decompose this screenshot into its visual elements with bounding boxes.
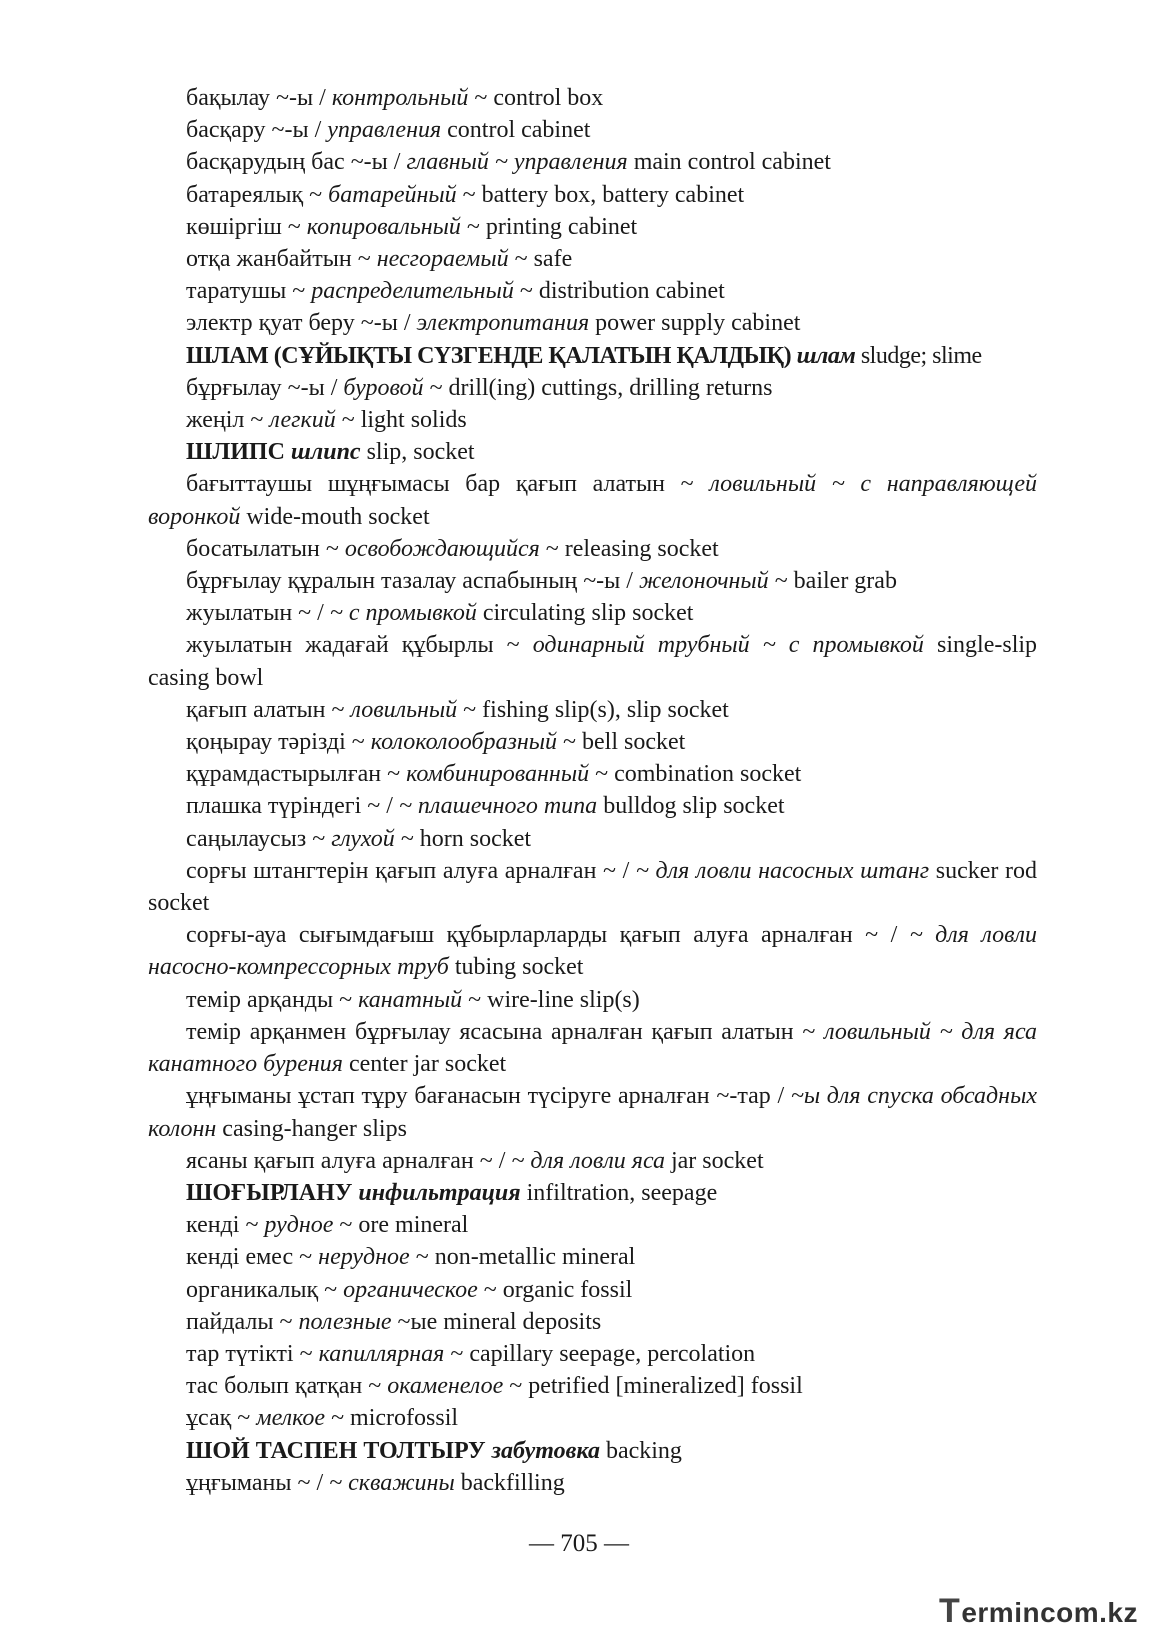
subentry [148,823,1037,855]
russian-term: освобождающийся [344,535,540,562]
russian-term: ~ для ловли яса [511,1147,665,1174]
entry-text: tubing socket [448,954,584,981]
subentry [148,1402,1037,1434]
entry-text: ~ light solids [335,407,467,434]
entry-text: ~ horn socket [394,825,532,852]
site-watermark-logo [939,1592,1138,1631]
entry-text: көшіргіш ~ [186,213,307,240]
entry-text: басқарудың бас ~-ы / [186,149,407,176]
entry-text: ұңғыманы ұстап тұру бағанасын түсіруге арналған ~-тар / [186,1083,791,1110]
entry-text: бағыттаушы шұңғымасы бар қағып алатын ~ [186,471,710,498]
russian-term: окаменелое [387,1373,504,1400]
headword-russian: шлам [796,342,856,369]
russian-term: ловильный ~ с направляющей воронкой [148,471,1038,530]
entry-text: casing-hanger slips [216,1115,407,1142]
entry-text: center jar socket [342,1051,507,1078]
entry-text: circulating slip socket [476,600,694,627]
entry-text: control cabinet [441,117,591,144]
entry-text: ~ combination socket [589,761,802,788]
subentry [148,758,1037,790]
subentry [148,629,1037,693]
entry-text: wide-mouth socket [240,503,430,530]
subentry [148,1016,1037,1080]
entry-text: сорғы-ауа сығымдағыш құбырларларды қағып алуға арналған ~ / [186,922,910,949]
entry-text: кенді ~ [186,1212,265,1239]
entry-text: ұңғыманы ~ / [186,1469,330,1496]
entry-text: сорғы штангтерін қағып алуға арналған ~ / [186,857,636,884]
subentry [148,1467,1037,1499]
russian-term: ~ плашечного типа [398,793,598,820]
entry-text: ~ printing cabinet [460,213,638,240]
entry-text: ~ battery box, battery cabinet [456,181,745,208]
entry-text: ~ organic fossil [477,1276,633,1303]
subentry [148,404,1037,436]
russian-term: распределительный [311,278,514,305]
entry-text: ~ releasing socket [539,535,719,562]
headword-entry [148,1435,1037,1467]
subentry [148,533,1037,565]
russian-term: ~ы для спуска обсадных колонн [148,1083,1037,1142]
russian-term: мелкое [256,1405,326,1432]
entry-text: power supply cabinet [589,310,801,337]
entry-text: ~ bailer grab [768,568,897,595]
subentry [148,565,1037,597]
russian-term: электропитания [416,310,590,337]
subentry [148,307,1037,339]
russian-term: несгораемый [376,246,509,273]
subentry [148,1338,1037,1370]
subentry [148,372,1037,404]
entry-text: sucker rod socket [148,857,1037,917]
subentry [148,1274,1037,1306]
entry-text: басқару ~-ы / [186,117,328,144]
russian-term: комбинированный [406,761,590,788]
entry-text: кенді емес ~ [186,1244,319,1271]
subentry [148,984,1037,1016]
subentry [148,726,1037,758]
entry-text: темір арқанмен бұрғылау ясасына арналған қағып алатын ~ [186,1018,825,1045]
headword-entry [148,436,1037,468]
russian-term: контрольный [331,85,469,111]
watermark-lead-letter: T [939,1592,961,1630]
russian-term: ~ для ловли насосно-компрессорных труб [148,922,1037,981]
page-number: — 705 — [529,1530,629,1557]
russian-term: ~ скважины [329,1469,455,1496]
entry-text: bulldog slip socket [597,793,785,820]
entry-text: батареялық ~ [186,181,329,208]
headword-russian: забутовка [491,1437,600,1464]
entry-text: sludge; slime [855,342,982,369]
entry-text: босатылатын ~ [186,535,345,562]
subentry [148,146,1037,178]
entry-text: ~ые mineral deposits [391,1308,602,1335]
headword-kazakh: ШОЙ ТАСПЕН ТОЛТЫРУ [186,1437,486,1464]
entry-text: ~ safe [508,246,573,273]
russian-term: желоночный [638,568,769,595]
entry-text: бұрғылау ~-ы / [186,374,344,401]
russian-term: нерудное [318,1244,410,1271]
entry-text: электр қуат беру ~-ы / [186,310,417,337]
headword-entry [148,340,1037,372]
entry-text: backing [599,1437,682,1464]
entry-text: құрамдастырылған ~ [186,761,407,788]
entry-text: slip, socket [360,439,475,466]
entry-text: ~ distribution cabinet [513,278,725,305]
entry-text: қоңырау тәрізді ~ [186,729,371,756]
headword-russian: шлипс [290,439,361,466]
subentry [148,211,1037,243]
subentry [148,114,1037,146]
russian-term: рудное [264,1212,334,1239]
subentry [148,179,1037,211]
entry-text: infiltration, seepage [520,1179,718,1206]
entry-text: ~ ore mineral [333,1212,469,1239]
entry-text: жеңіл ~ [186,407,270,434]
entry-text: ~ petrified [mineralized] fossil [503,1373,803,1400]
russian-term: ~ с промывкой [329,600,477,627]
entry-text: ~ microfossil [325,1405,459,1432]
entry-text: бұрғылау құралын тазалау аспабының ~-ы / [186,568,639,595]
entry-text: плашка түріндегі ~ / [186,793,399,820]
russian-term: батарейный [328,181,457,208]
entry-text: main control cabinet [627,149,831,176]
entry-text: отқа жанбайтын ~ [186,246,377,273]
entry-text: тас болып қатқан ~ [186,1373,388,1400]
entry-text: пайдалы ~ [186,1308,299,1335]
subentry [148,82,1037,114]
entry-text: ~ wire-line slip(s) [462,986,640,1013]
entry-text: жуылатын жадағай құбырлы ~ [186,632,533,659]
russian-term: органическое [343,1276,478,1303]
russian-term: ~ для ловли насосных штанг [635,857,930,884]
russian-term: буровой [343,374,424,401]
entry-text: таратушы ~ [186,278,312,305]
entry-text: ұсақ ~ [186,1405,257,1432]
russian-term: ловильный [350,696,458,723]
subentry [148,1080,1037,1144]
subentry [148,597,1037,629]
entry-text: жуылатын ~ / [186,600,330,627]
subentry [148,694,1037,726]
entry-text: ~ drill(ing) cuttings, drilling returns [423,374,773,401]
russian-term: копировальный [306,213,461,240]
headword-entry [148,1177,1037,1209]
entry-text: темір арқанды ~ [186,986,359,1013]
subentry [148,1306,1037,1338]
subentry [148,1145,1037,1177]
russian-term: капиллярная [318,1340,445,1367]
entry-text: ясаны қағып алуға арналған ~ / [186,1147,512,1174]
russian-term: легкий [269,407,336,434]
entry-text: ~ bell socket [557,729,686,756]
russian-term: управления [327,117,442,144]
subentry [148,855,1037,919]
russian-term: ловильный ~ для яса канатного бурения [148,1018,1037,1078]
subentry [148,1209,1037,1241]
subentry [148,243,1037,275]
russian-term: глухой [331,825,395,852]
entry-text: қағып алатын ~ [186,696,351,723]
russian-term: одинарный трубный ~ с промывкой [532,632,924,659]
headword-kazakh: ШЛИПС [186,439,285,466]
dictionary-entries [148,82,1037,1499]
entry-text: backfilling [454,1469,565,1496]
russian-term: главный ~ управления [406,149,628,176]
subentry [148,919,1037,983]
entry-text: бақылау ~-ы / [186,85,332,111]
subentry [148,275,1037,307]
entry-text: ~ non-metallic mineral [409,1244,636,1271]
entry-text: ~ capillary seepage, percolation [444,1340,756,1367]
subentry [148,1241,1037,1273]
subentry [148,468,1037,532]
russian-term: полезные [298,1308,392,1335]
headword-kazakh: ШЛАМ (СҰЙЫҚТЫ СҮЗГЕНДЕ ҚАЛАТЫН ҚАЛДЫҚ) [186,342,792,369]
headword-russian: инфильтрация [358,1179,521,1206]
watermark-text: ermincom.kz [961,1597,1138,1628]
entry-text: jar socket [664,1147,764,1174]
entry-text: single-slip casing bowl [148,632,1038,691]
entry-text: ~ fishing slip(s), slip socket [457,696,729,723]
entry-text: органикалық ~ [186,1276,344,1303]
subentry [148,790,1037,822]
entry-text: ~ control box [468,85,604,111]
russian-term: канатный [358,986,463,1013]
entry-text: тар түтікті ~ [186,1340,319,1367]
russian-term: колоколообразный [370,729,558,756]
entry-text: саңылаусыз ~ [186,825,332,852]
subentry [148,1370,1037,1402]
headword-kazakh: ШОҒЫРЛАНУ [186,1179,353,1206]
